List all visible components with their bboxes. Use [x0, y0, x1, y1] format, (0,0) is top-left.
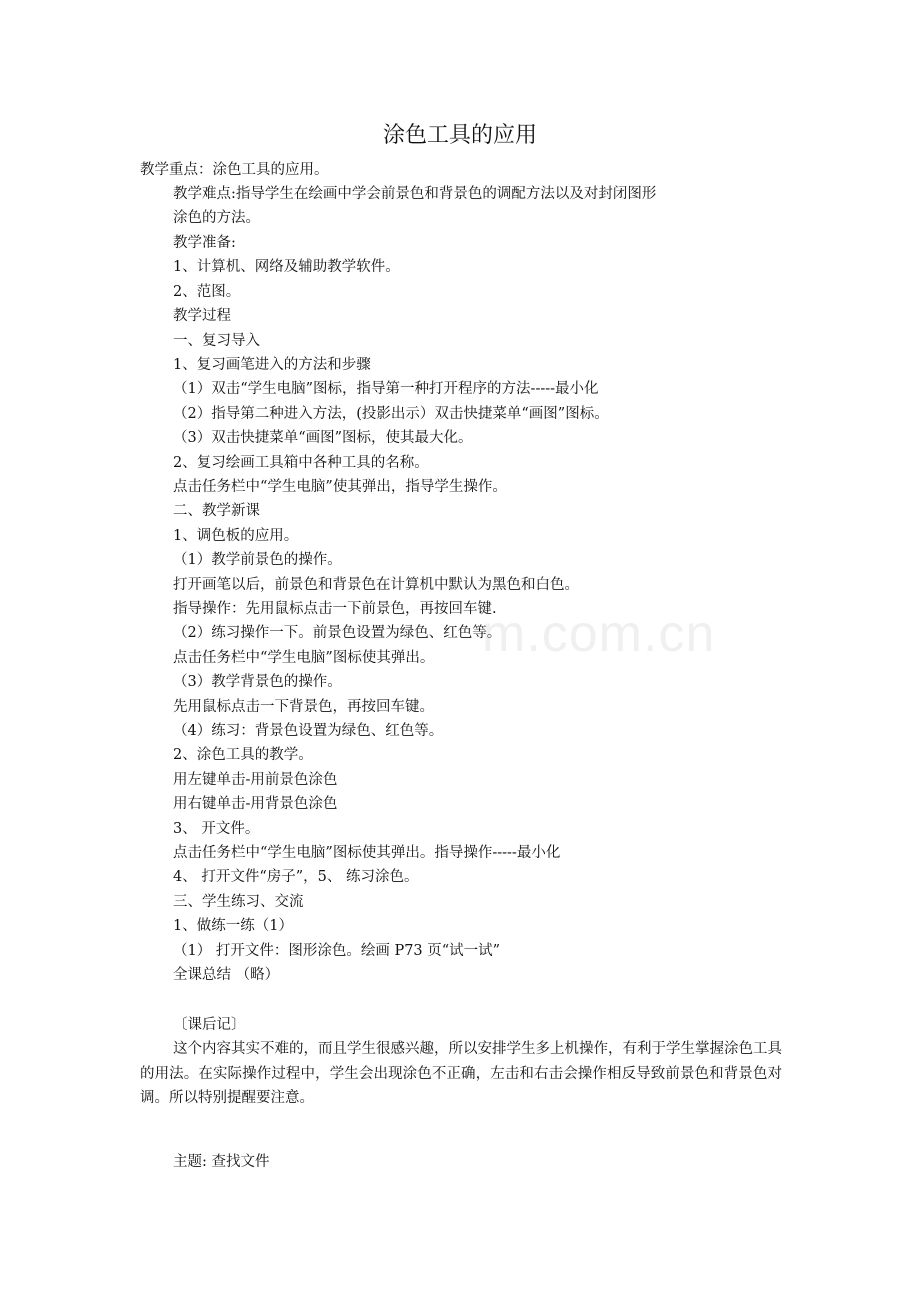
- text-line-practice-background: （4）练习：背景色设置为绿色、红色等。: [173, 723, 444, 739]
- text-line-foreground: （1）教学前景色的操作。: [173, 552, 342, 568]
- text-line-taskbar-popup: 点击任务栏中“学生电脑”图标使其弹出。: [173, 650, 435, 666]
- text-line-minimize: 点击任务栏中“学生电脑”图标使其弹出。指导操作-----最小化: [173, 845, 561, 861]
- afterword-paragraph: 这个内容其实不难的，而且学生很感兴趣，所以安排学生多上机操作，有利于学生掌握涂色工具的用法。在实际操作过程中，学生会出现涂色不正确，左击和右击会操作相反导致前景色和背景色对调。所以特别提醒要注意。: [140, 1041, 782, 1106]
- text-line-prep-1: 1、计算机、网络及辅助教学软件。: [173, 259, 400, 275]
- text-line-review-2: 2、复习绘画工具箱中各种工具的名称。: [173, 455, 429, 471]
- text-line-process: 教学过程: [173, 308, 231, 324]
- text-line-prep-2: 2、范图。: [173, 284, 241, 300]
- text-line-review-1: 1、复习画笔进入的方法和步骤: [173, 357, 371, 373]
- text-line-preparation: 教学准备:: [173, 235, 236, 251]
- text-line-review-1-3: （3）双击快捷菜单“画图”图标，使其最大化。: [173, 430, 473, 446]
- text-line-guide-operation: 指导操作：先用鼠标点击一下前景色，再按回车键.: [173, 601, 497, 617]
- text-line-click-background: 先用鼠标点击一下背景色，再按回车键。: [173, 699, 434, 715]
- text-line-background: （3）教学背景色的操作。: [173, 674, 342, 690]
- text-line-review-2-note: 点击任务栏中“学生电脑”使其弹出，指导学生操作。: [173, 479, 507, 495]
- text-line-practice-foreground: （2）练习操作一下。前景色设置为绿色、红色等。: [173, 625, 502, 641]
- section-heading-review: 一、复习导入: [173, 333, 260, 349]
- section-heading-practice: 三、学生练习、交流: [173, 894, 304, 910]
- text-line-open-file: 3、 开文件。: [173, 821, 260, 837]
- text-line-afterword-heading: 〔课后记〕: [173, 1017, 246, 1033]
- text-line-house-file: 4、 打开文件“房子”，5、 练习涂色。: [173, 869, 419, 885]
- text-line-review-1-1: （1）双击“学生电脑”图标，指导第一种打开程序的方法-----最小化: [173, 381, 599, 397]
- watermark: m.com.cn: [482, 605, 716, 663]
- text-line-right-click: 用右键单击-用背景色涂色: [173, 796, 338, 812]
- text-line-summary: 全课总结 （略）: [173, 967, 280, 983]
- text-line-exercise: 1、做练一练（1）: [173, 918, 293, 934]
- section-heading-new-lesson: 二、教学新课: [173, 503, 260, 519]
- text-line-default-colors: 打开画笔以后，前景色和背景色在计算机中默认为黑色和白色。: [173, 577, 579, 593]
- text-line-palette: 1、调色板的应用。: [173, 528, 299, 544]
- text-line-review-1-2: （2）指导第二种进入方法，(投影出示）双击快捷菜单“画图”图标。: [173, 406, 609, 422]
- text-line-difficulty: 教学难点:指导学生在绘画中学会前景色和背景色的调配方法以及对封闭图形: [173, 186, 657, 202]
- text-line-left-click: 用左键单击-用前景色涂色: [173, 772, 338, 788]
- text-line-fill-tool: 2、涂色工具的教学。: [173, 747, 313, 763]
- text-line-exercise-1: （1） 打开文件：图形涂色。绘画 P73 页“试一试”: [173, 943, 501, 959]
- document-title: 涂色工具的应用: [382, 123, 537, 148]
- text-line-key-point: 教学重点：涂色工具的应用。: [140, 162, 329, 178]
- subject-line: 主题: 查找文件: [173, 1154, 270, 1170]
- text-line-difficulty-cont: 涂色的方法。: [173, 210, 260, 226]
